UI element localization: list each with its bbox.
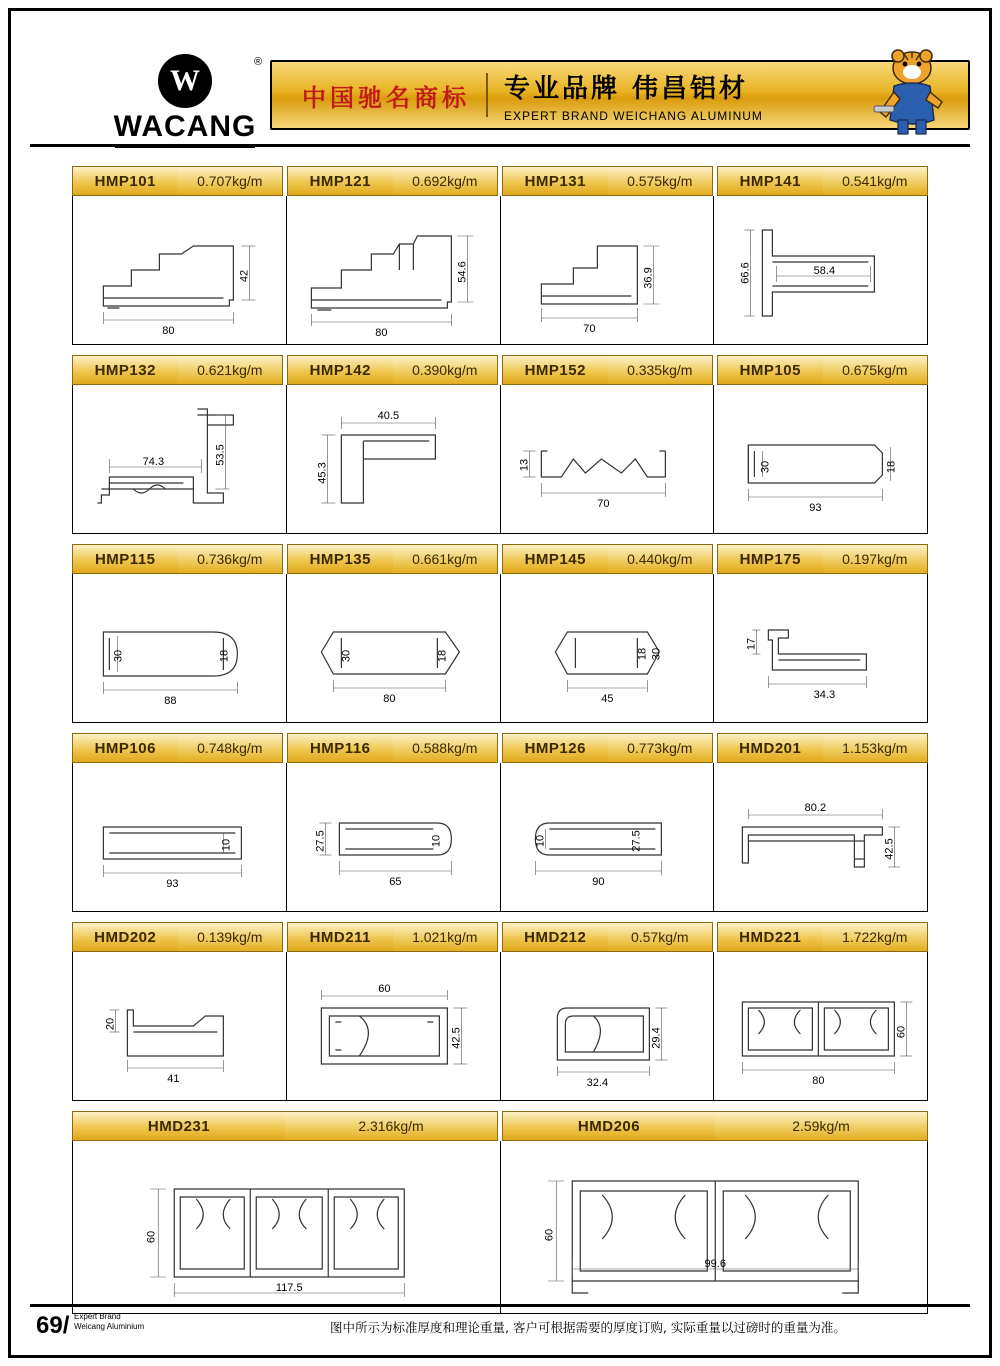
- dimension-value: 10: [430, 834, 443, 848]
- profile-weight: 2.59kg/m: [715, 1112, 927, 1140]
- row-labels: [72, 544, 928, 574]
- profile-code: HMD212: [503, 923, 608, 951]
- profile-drawing: [714, 574, 927, 722]
- footer-note: 图中所示为标准厚度和理论重量, 客户可根据需要的厚度订购, 实际重量以过磅时的重量为准。: [330, 1320, 846, 1335]
- page-number: 69/: [36, 1312, 70, 1339]
- banner-brand-en: EXPERT BRAND WEICHANG ALUMINUM: [504, 108, 763, 123]
- dimension-value: 20: [104, 1017, 117, 1031]
- dimension-value: 36.9: [641, 267, 654, 289]
- profile-weight: 0.675kg/m: [823, 356, 928, 384]
- dimension-value: 60: [542, 1228, 555, 1242]
- profile-weight: 0.541kg/m: [823, 167, 928, 195]
- profile-drawing: [287, 952, 501, 1100]
- profile-header: [287, 166, 498, 196]
- profile-code: HMD202: [73, 923, 178, 951]
- profile-drawing: [501, 952, 715, 1100]
- profile-header: [502, 166, 713, 196]
- profile-weight: 1.021kg/m: [393, 923, 498, 951]
- dimension-value: 80: [812, 1075, 825, 1087]
- profile-code: HMP121: [288, 167, 393, 195]
- profile-code: HMP131: [503, 167, 608, 195]
- dimension-value: 42.5: [450, 1027, 463, 1049]
- profile-drawing: [714, 385, 927, 533]
- profile-header: [72, 733, 283, 763]
- dimension-value: 27.5: [314, 830, 327, 852]
- profile-header: [72, 544, 283, 574]
- dimension-value: 90: [591, 876, 604, 888]
- row-drawings: [72, 1141, 928, 1314]
- profile-header: [717, 733, 928, 763]
- dimension-value: 10: [533, 834, 546, 848]
- logo-mark-icon: [158, 54, 263, 108]
- dimension-value: 18: [635, 647, 648, 661]
- profile-drawing: [287, 763, 501, 911]
- dimension-value: 32.4: [586, 1077, 608, 1089]
- profile-weight: 1.153kg/m: [823, 734, 928, 762]
- profile-drawing: [501, 1141, 928, 1313]
- page-footer: [30, 1304, 970, 1344]
- profile-code: HMP175: [718, 545, 823, 573]
- profile-row: [72, 733, 928, 912]
- profile-drawing: [287, 574, 501, 722]
- profile-header: [287, 355, 498, 385]
- row-drawings: [72, 763, 928, 912]
- profile-code: HMD221: [718, 923, 823, 951]
- dimension-value: 93: [166, 878, 179, 890]
- profile-drawing: [73, 196, 287, 344]
- company-logo: [110, 54, 263, 143]
- profile-weight: 0.773kg/m: [608, 734, 713, 762]
- profile-header: [287, 733, 498, 763]
- profile-code: HMP105: [718, 356, 823, 384]
- dimension-value: 18: [885, 460, 898, 474]
- dimension-value: 17: [745, 637, 758, 651]
- dimension-value: 30: [340, 649, 353, 663]
- profile-weight: 0.390kg/m: [393, 356, 498, 384]
- profile-header: [502, 1111, 928, 1141]
- dimension-value: 18: [218, 649, 231, 663]
- profile-header: [502, 355, 713, 385]
- profile-drawing: [73, 763, 287, 911]
- footer-brand-line2: Weicang Aluminium: [74, 1322, 145, 1331]
- row-labels: [72, 733, 928, 763]
- profile-weight: 0.335kg/m: [608, 356, 713, 384]
- dimension-value: 60: [145, 1230, 158, 1244]
- dimension-value: 30: [649, 647, 662, 661]
- profile-weight: 0.588kg/m: [393, 734, 498, 762]
- dimension-value: 80: [162, 325, 175, 337]
- dimension-value: 40.5: [377, 410, 399, 422]
- profile-weight: 0.707kg/m: [178, 167, 283, 195]
- profile-drawing: [501, 763, 715, 911]
- banner-divider: [486, 73, 488, 117]
- dimension-value: 30: [759, 460, 772, 474]
- dimension-value: 58.4: [813, 265, 836, 277]
- profile-weight: 0.440kg/m: [608, 545, 713, 573]
- footer-rule: [30, 1304, 970, 1307]
- dimension-value: 93: [809, 502, 822, 514]
- profile-drawing: [287, 196, 501, 344]
- row-drawings: [72, 196, 928, 345]
- profile-drawing: [73, 574, 287, 722]
- dimension-value: 13: [517, 458, 530, 472]
- profile-code: HMP115: [73, 545, 178, 573]
- profile-grid: [72, 166, 928, 1314]
- profile-header: [717, 355, 928, 385]
- profile-drawing: [501, 574, 715, 722]
- profile-header: [502, 922, 713, 952]
- profile-header: [72, 355, 283, 385]
- dimension-value: 53.5: [214, 444, 227, 466]
- header-banner: [270, 60, 970, 130]
- profile-weight: 0.139kg/m: [178, 923, 283, 951]
- dimension-value: 60: [895, 1025, 908, 1039]
- dimension-value: 27.5: [629, 830, 642, 852]
- profile-weight: 2.316kg/m: [285, 1112, 497, 1140]
- profile-drawing: [501, 196, 715, 344]
- profile-header: [717, 544, 928, 574]
- profile-header: [287, 922, 498, 952]
- profile-header: [717, 166, 928, 196]
- profile-drawing: [287, 385, 501, 533]
- row-drawings: [72, 385, 928, 534]
- dimension-value: 80.2: [804, 802, 827, 814]
- dimension-value: 41: [167, 1073, 180, 1085]
- profile-code: HMP101: [73, 167, 178, 195]
- profile-code: HMD211: [288, 923, 393, 951]
- profile-weight: 1.722kg/m: [823, 923, 928, 951]
- profile-code: HMP152: [503, 356, 608, 384]
- row-labels: [72, 922, 928, 952]
- dimension-value: 29.4: [649, 1027, 662, 1049]
- dimension-value: 42: [238, 269, 251, 283]
- dimension-value: 45: [600, 693, 613, 705]
- profile-drawing: [714, 952, 927, 1100]
- profile-drawing: [73, 385, 287, 533]
- dimension-value: 70: [596, 498, 609, 510]
- profile-header: [72, 922, 283, 952]
- dimension-value: 70: [582, 323, 595, 335]
- footer-brand: [74, 1312, 144, 1332]
- profile-weight: 0.57kg/m: [608, 923, 713, 951]
- profile-code: HMP132: [73, 356, 178, 384]
- dimension-value: 34.3: [813, 689, 836, 701]
- profile-code: HMP116: [288, 734, 393, 762]
- tiger-mascot-icon: [870, 48, 950, 136]
- profile-weight: 0.197kg/m: [823, 545, 928, 573]
- dimension-value: 88: [164, 695, 177, 707]
- dimension-value: 30: [112, 649, 125, 663]
- registered-mark: ®: [254, 56, 263, 68]
- banner-brand-cn: 专业品牌 伟昌铝材: [504, 73, 749, 104]
- banner-famous-trademark: 中国驰名商标: [302, 83, 470, 112]
- row-labels: [72, 166, 928, 196]
- profile-weight: 0.621kg/m: [178, 356, 283, 384]
- dimension-value: 66.6: [739, 262, 752, 284]
- profile-header: [502, 544, 713, 574]
- profile-weight: 0.692kg/m: [393, 167, 498, 195]
- profile-drawing: [714, 763, 927, 911]
- profile-header: [502, 733, 713, 763]
- dimension-value: 10: [220, 838, 233, 852]
- dimension-value: 45.3: [316, 462, 329, 484]
- profile-header: [717, 922, 928, 952]
- dimension-value: 80: [375, 327, 388, 339]
- dimension-value: 117.5: [275, 1282, 303, 1294]
- row-labels: [72, 1111, 928, 1141]
- profile-header: [72, 166, 283, 196]
- header-rule: [30, 144, 970, 147]
- profile-row: [72, 355, 928, 534]
- dimension-value: 65: [389, 876, 402, 888]
- profile-code: HMP145: [503, 545, 608, 573]
- row-drawings: [72, 574, 928, 723]
- profile-header: [287, 544, 498, 574]
- footer-brand-line1: Expert Brand: [74, 1312, 121, 1321]
- row-labels: [72, 355, 928, 385]
- profile-row: [72, 544, 928, 723]
- profile-code: HMD201: [718, 734, 823, 762]
- profile-code: HMP106: [73, 734, 178, 762]
- profile-code: HMD206: [503, 1112, 715, 1140]
- row-drawings: [72, 952, 928, 1101]
- profile-row: [72, 1111, 928, 1314]
- profile-code: HMD231: [73, 1112, 285, 1140]
- brand-name: WACANG: [113, 110, 257, 143]
- dimension-value: 80: [383, 693, 396, 705]
- profile-drawing: [501, 385, 715, 533]
- profile-weight: 0.575kg/m: [608, 167, 713, 195]
- dimension-value: 74.3: [142, 456, 165, 468]
- profile-weight: 0.748kg/m: [178, 734, 283, 762]
- page-header: [30, 46, 970, 146]
- profile-code: HMP126: [503, 734, 608, 762]
- profile-code: HMP135: [288, 545, 393, 573]
- profile-weight: 0.661kg/m: [393, 545, 498, 573]
- dimension-value: 99.6: [704, 1258, 726, 1270]
- logo-letter: W: [170, 64, 200, 97]
- profile-drawing: [73, 952, 287, 1100]
- profile-row: [72, 166, 928, 345]
- profile-code: HMP142: [288, 356, 393, 384]
- profile-row: [72, 922, 928, 1101]
- dimension-value: 18: [436, 649, 449, 663]
- profile-weight: 0.736kg/m: [178, 545, 283, 573]
- dimension-value: 60: [378, 983, 391, 995]
- profile-header: [72, 1111, 498, 1141]
- profile-drawing: [714, 196, 927, 344]
- profile-drawing: [73, 1141, 501, 1313]
- dimension-value: 54.6: [456, 261, 469, 283]
- profile-code: HMP141: [718, 167, 823, 195]
- dimension-value: 42.5: [883, 838, 896, 860]
